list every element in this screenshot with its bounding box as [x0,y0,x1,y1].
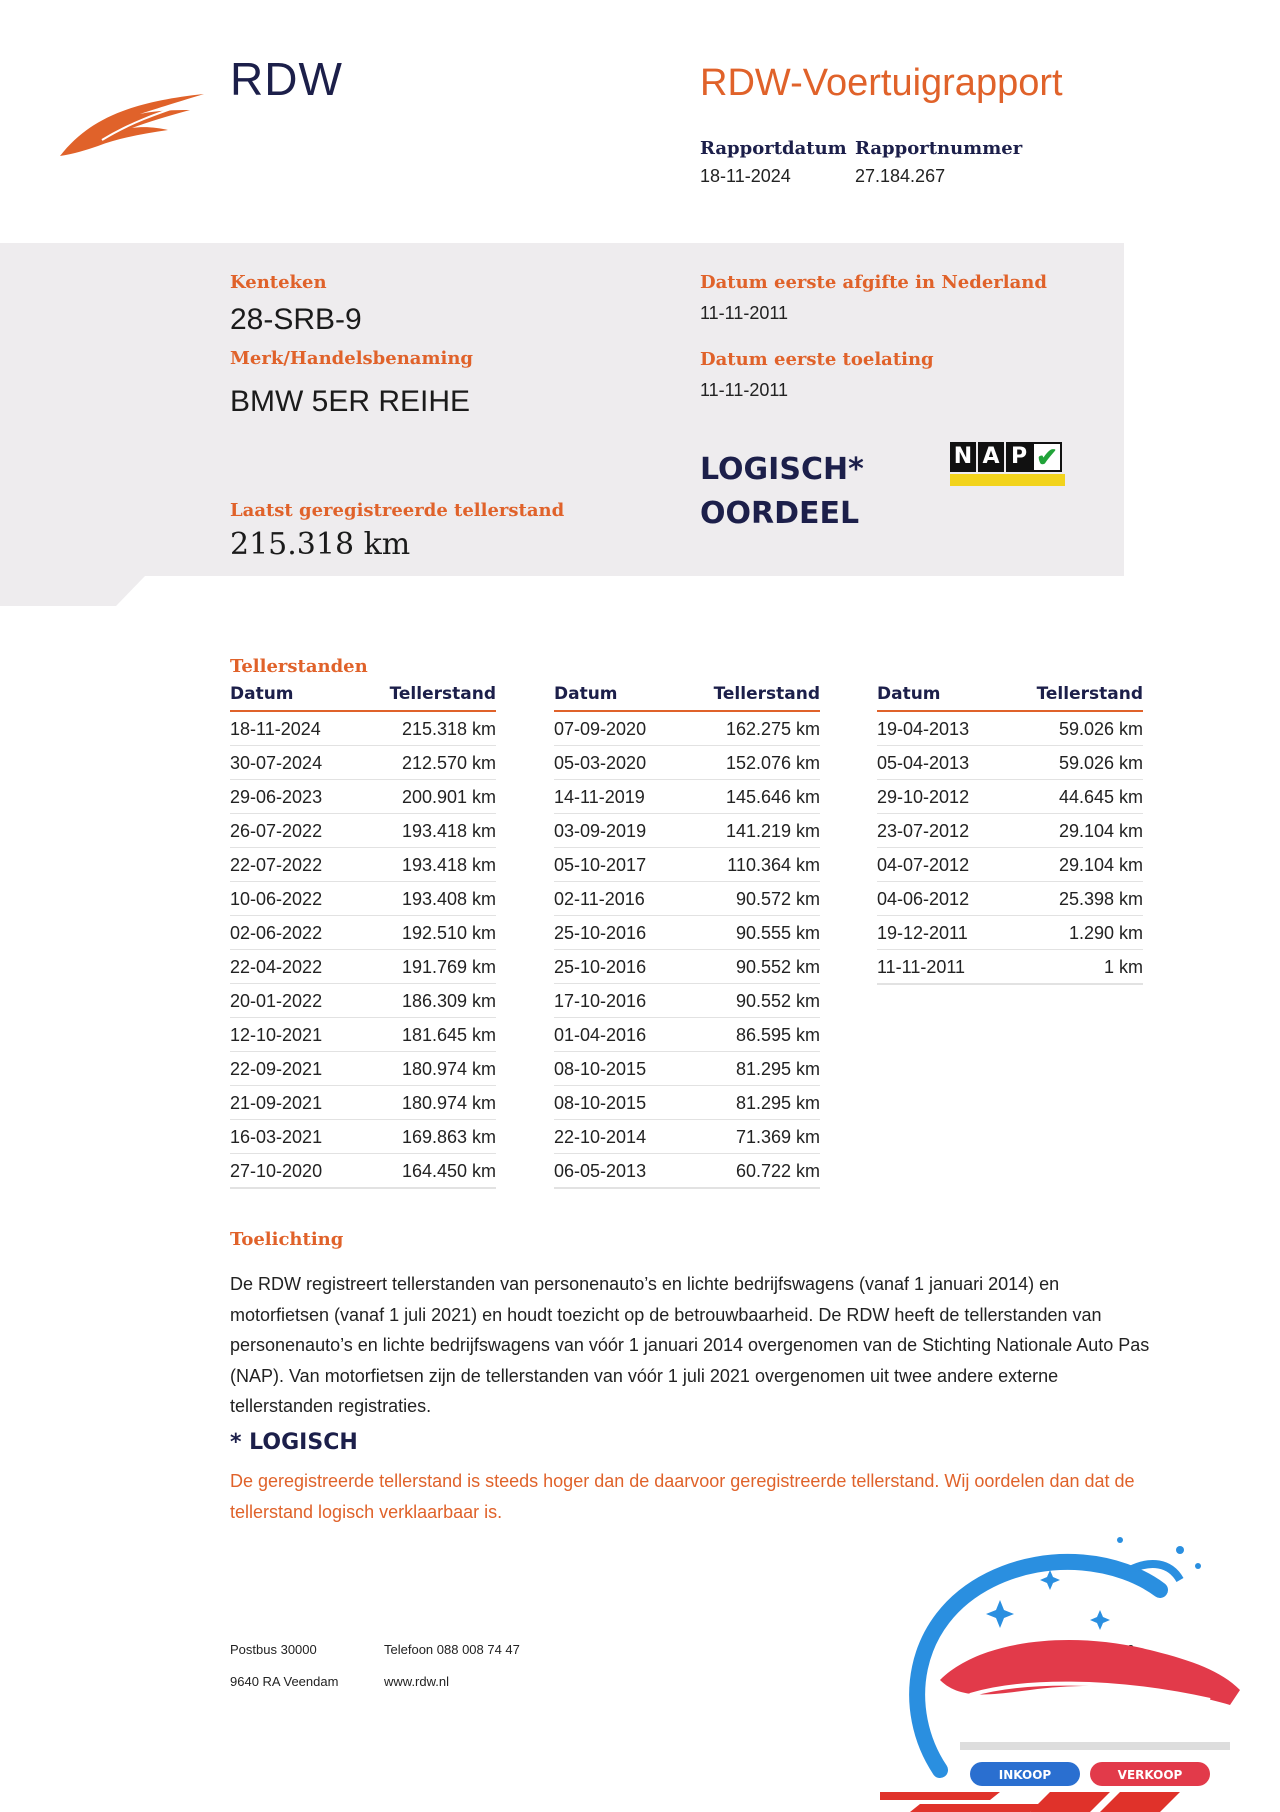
row-date: 30-07-2024 [230,753,323,773]
rapportnummer-value: 27.184.267 [855,166,946,186]
checkmark-icon: ✔ [1032,442,1062,472]
afgifte-value: 11-11-2011 [700,303,789,323]
row-value: 90.552 km [735,957,820,977]
row-value: 29.104 km [1058,821,1143,841]
row-date: 14-11-2019 [554,787,645,807]
row-value: 81.295 km [735,1059,820,1079]
toelating-value: 11-11-2011 [700,380,789,400]
tellerstand-row [877,950,1143,985]
row-date: 19-12-2011 [877,923,968,943]
row-date: 22-04-2022 [230,957,323,977]
nap-yellow-bar [950,474,1065,486]
afgifte-label: Datum eerste afgifte in Nederland [700,272,1047,293]
row-date: 22-10-2014 [554,1127,647,1147]
logisch-text: De geregistreerde tellerstand is steeds hoger dan de daarvoor geregistreerde tellerstand. Wij oordelen dan dat de tellerstand logisch verklaarbaar is. [230,1471,1135,1522]
tellerstand-row [230,712,496,746]
kenteken-label: Kenteken [230,272,327,293]
footer-website[interactable]: www.rdw.nl [384,1674,450,1689]
row-date: 05-03-2020 [554,753,647,773]
tellerstand-row [554,712,820,746]
footer-city: 9640 RA Veendam [230,1674,339,1689]
col-value-header: Tellerstand [1036,684,1143,704]
row-date: 08-10-2015 [554,1093,647,1113]
row-date: 12-10-2021 [230,1025,323,1045]
merk-label: Merk/Handelsbenaming [230,348,474,369]
row-value: 215.318 km [401,719,496,739]
tellerstand-row [554,916,820,950]
tellerstand-row [230,1120,496,1154]
toelichting-title: Toelichting [230,1229,344,1250]
tellerstand-row [554,1086,820,1120]
row-date: 27-10-2020 [230,1161,323,1181]
row-date: 25-10-2016 [554,957,647,977]
row-value: 25.398 km [1058,889,1143,909]
row-date: 04-06-2012 [877,889,970,909]
tellerstand-row [230,848,496,882]
toelichting-text: De RDW registreert tellerstanden van personenauto’s en lichte bedrijfswagens (vanaf 1 januari 2014) en motorfietsen (vanaf 1 juli 2021) en houdt toezicht op de betrouwbaarheid. De RDW heeft de tellerstanden van personenauto’s en lichte bedrijfswagens van vóór 1 januari 2014 overgenomen van de Stichting Nationale Auto Pas (NAP). Van motorfietsen zijn de tellerstanden van vóór 1 juli 2021 overgenomen uit twee andere externe tellerstanden registraties. [230,1274,1150,1416]
tellerstand-row [877,780,1143,814]
row-value: 110.364 km [727,855,820,875]
row-value: 212.570 km [401,753,496,773]
row-date: 10-06-2022 [230,889,323,909]
rapportnummer-label: Rapportnummer [855,138,1023,159]
tellerstand-row [230,950,496,984]
tellerstand-row [230,780,496,814]
column-header [554,684,820,712]
row-date: 19-04-2013 [877,719,970,739]
col-value-header: Tellerstand [389,684,496,704]
tellerstand-row [554,746,820,780]
row-date: 16-03-2021 [230,1127,323,1147]
tellerstand-row [554,1154,820,1189]
row-date: 05-10-2017 [554,855,647,875]
row-date: 17-10-2016 [554,991,647,1011]
row-date: 03-09-2019 [554,821,647,841]
inkoop-tag: INKOOP [998,1768,1052,1782]
row-date: 04-07-2012 [877,855,970,875]
row-value: 186.309 km [401,991,496,1011]
row-value: 193.418 km [401,821,496,841]
kenteken-value: 28-SRB-9 [230,303,362,336]
row-value: 152.076 km [725,753,820,773]
row-value: 1.290 km [1068,923,1143,943]
row-date: 29-10-2012 [877,787,970,807]
row-date: 02-06-2022 [230,923,323,943]
brand-name: RDW [230,53,343,105]
toelating-label: Datum eerste toelating [700,349,934,370]
row-value: 181.645 km [401,1025,496,1045]
tellerstand-row [877,712,1143,746]
row-date: 06-05-2013 [554,1161,647,1181]
row-date: 01-04-2016 [554,1025,647,1045]
row-value: 71.369 km [735,1127,820,1147]
row-date: 07-09-2020 [554,719,647,739]
row-value: 164.450 km [401,1161,496,1181]
row-value: 162.275 km [725,719,820,739]
nap-letter: P [1006,442,1032,472]
column-header [877,684,1143,712]
row-value: 90.555 km [735,923,820,943]
row-date: 22-07-2022 [230,855,323,875]
row-date: 22-09-2021 [230,1059,323,1079]
oordeel-line2: OORDEEL [700,496,860,531]
col-value-header: Tellerstand [713,684,820,704]
col-date-header: Datum [230,684,294,704]
tellerstand-row [230,1052,496,1086]
tellerstand-row [230,746,496,780]
tellerstand-row [554,882,820,916]
tellerstand-row [230,814,496,848]
tellerstand-row [877,746,1143,780]
tellerstand-row [877,848,1143,882]
row-value: 191.769 km [401,957,496,977]
footer-postbus: Postbus 30000 [230,1642,317,1657]
row-date: 18-11-2024 [230,719,321,739]
logisch-heading: * LOGISCH [230,1430,358,1455]
row-value: 180.974 km [401,1059,496,1079]
footer-telefoon: Telefoon 088 008 74 47 [384,1642,520,1657]
row-value: 200.901 km [401,787,496,807]
tellerstand-row [554,780,820,814]
merk-value: BMW 5ER REIHE [230,385,471,418]
tellerstand-label: Laatst geregistreerde tellerstand [230,500,565,521]
tellerstand-row [877,916,1143,950]
report-title: RDW-Voertuigrapport [700,62,1063,104]
dealer-watermark-logo-icon [880,1530,1280,1812]
rapportdatum-label: Rapportdatum [700,138,847,159]
nap-letter: A [978,442,1004,472]
tellerstand-row [554,848,820,882]
row-value: 90.572 km [735,889,820,909]
tellerstand-row [554,1052,820,1086]
row-value: 60.722 km [735,1161,820,1181]
tellerstand-row [554,1018,820,1052]
row-value: 1 km [1103,957,1143,977]
row-value: 145.646 km [725,787,820,807]
row-date: 02-11-2016 [554,889,645,909]
row-value: 141.219 km [725,821,820,841]
row-value: 59.026 km [1058,719,1143,739]
tellerstand-row [554,814,820,848]
tellerstand-row [877,882,1143,916]
row-date: 26-07-2022 [230,821,323,841]
tellerstand-value: 215.318 km [230,527,411,562]
row-value: 81.295 km [735,1093,820,1113]
nap-letter: N [950,442,976,472]
row-date: 21-09-2021 [230,1093,323,1113]
col-date-header: Datum [877,684,941,704]
tellerstand-row [230,1086,496,1120]
tellerstanden-title: Tellerstanden [230,656,368,677]
row-date: 20-01-2022 [230,991,323,1011]
row-value: 193.418 km [401,855,496,875]
row-date: 25-10-2016 [554,923,647,943]
rapportdatum-value: 18-11-2024 [700,166,791,186]
rdw-leaf-logo-icon [58,80,208,160]
tellerstand-row [230,1154,496,1189]
row-value: 86.595 km [735,1025,820,1045]
tellerstand-row [554,950,820,984]
row-value: 59.026 km [1058,753,1143,773]
row-value: 180.974 km [401,1093,496,1113]
row-value: 169.863 km [401,1127,496,1147]
row-value: 192.510 km [401,923,496,943]
oordeel-line1: LOGISCH* [700,452,864,487]
tellerstand-row [230,984,496,1018]
row-value: 193.408 km [401,889,496,909]
tellerstanden-column-3 [877,684,1143,985]
row-value: 44.645 km [1058,787,1143,807]
tellerstand-row [877,814,1143,848]
tellerstand-row [230,882,496,916]
tellerstand-row [230,916,496,950]
row-date: 29-06-2023 [230,787,323,807]
row-value: 90.552 km [735,991,820,1011]
row-date: 23-07-2012 [877,821,970,841]
verkoop-tag: VERKOOP [1117,1768,1183,1782]
row-date: 08-10-2015 [554,1059,647,1079]
tellerstand-row [554,984,820,1018]
tellerstanden-column-1 [230,684,496,1189]
nap-logo-icon [950,442,1065,486]
row-date: 11-11-2011 [877,957,966,977]
tellerstand-row [230,1018,496,1052]
column-header [230,684,496,712]
col-date-header: Datum [554,684,618,704]
tellerstanden-column-2 [554,684,820,1189]
tellerstand-row [554,1120,820,1154]
row-date: 05-04-2013 [877,753,970,773]
panel-tab-shape [0,576,145,606]
row-value: 29.104 km [1058,855,1143,875]
